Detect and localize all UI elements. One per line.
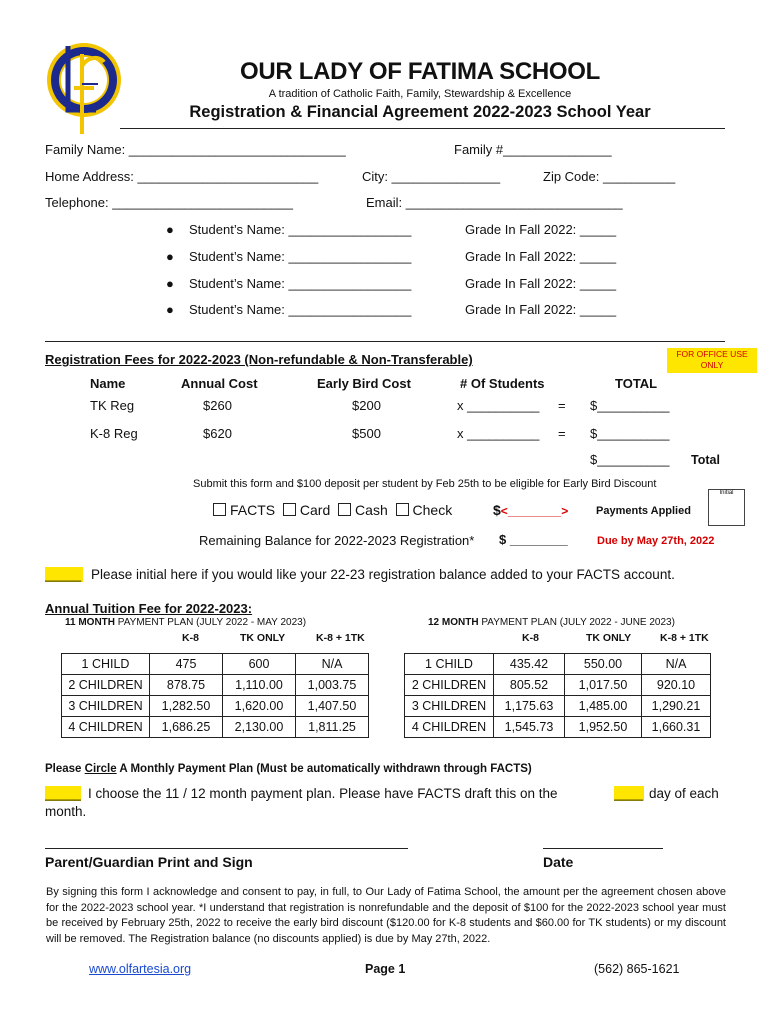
consent-paragraph: By signing this form I acknowledge and consent to pay, in full, to Our Lady of Fatima School, the amount per the agreement chosen above for the 2022-2023 school year. *I understand that registration is nonrefundable and the deposit of $100 for the 2022-2023 school year must be received by February 25th, 2022 to receive the early bird discount ($120.00 for K-8 students and $60.00 for TK students) or my discount will be removed. The Registration balance (no discounts applied) is due by May 27th, 2022. [46, 886, 726, 945]
plan12-header-k8tk: K-8 + 1TK [660, 632, 709, 644]
phone-number: (562) 865-1621 [594, 962, 680, 976]
payment-options [213, 502, 452, 518]
table-cell: 1,407.50 [296, 696, 369, 717]
form-subtitle: Registration & Financial Agreement 2022-2023 School Year [189, 103, 651, 121]
plan-choice-text: I choose the 11 / 12 month payment plan. Please have FACTS draft this on the [88, 786, 558, 801]
checkbox-icon [283, 503, 296, 516]
grand-total-label: Total [691, 453, 720, 467]
payments-applied-label: Payments Applied [596, 505, 691, 517]
k8-reg-equals: = [558, 426, 566, 441]
plan11-header-tk: TK ONLY [240, 632, 286, 644]
card-checkbox[interactable]: Card [283, 502, 330, 518]
tk-reg-annual: $260 [203, 398, 232, 413]
table-cell: 1,282.50 [150, 696, 223, 717]
website-link[interactable]: www.olfartesia.org [89, 962, 192, 976]
plan12-title: 12 MONTH PAYMENT PLAN (JULY 2022 - JUNE 2023) [428, 617, 675, 628]
signature-line[interactable] [45, 848, 408, 849]
plan12-header-k8: K-8 [522, 632, 539, 644]
table-row [405, 654, 711, 675]
table-cell: 1,003.75 [296, 675, 369, 696]
tk-reg-label: TK Reg [90, 398, 135, 413]
table-cell: 550.00 [565, 654, 642, 675]
table-cell: 805.52 [494, 675, 565, 696]
facts-checkbox[interactable]: FACTS [213, 502, 275, 518]
initial-label: Initial [719, 490, 734, 496]
table-cell: 1,811.25 [296, 717, 369, 738]
tuition-heading: Annual Tuition Fee for 2022-2023: [45, 601, 253, 616]
tk-reg-count-field[interactable]: x __________ [457, 398, 540, 413]
student-bullet: ● [166, 302, 174, 317]
facts-initial-field[interactable]: _____ [45, 567, 82, 582]
table-cell: 3 CHILDREN [405, 696, 494, 717]
due-date-note: Due by May 27th, 2022 [597, 535, 715, 547]
k8-reg-label: K-8 Reg [90, 426, 138, 441]
student-bullet: ● [166, 276, 174, 291]
k8-reg-annual: $620 [203, 426, 232, 441]
col-header-total: TOTAL [615, 376, 658, 391]
table-cell: 435.42 [494, 654, 565, 675]
table-cell: 1,660.31 [642, 717, 711, 738]
table-cell: 600 [223, 654, 296, 675]
plan12-header-tk: TK ONLY [586, 632, 632, 644]
table-cell: 1,686.25 [150, 717, 223, 738]
date-label: Date [543, 854, 574, 870]
table-cell: 1,952.50 [565, 717, 642, 738]
k8-reg-count-field[interactable]: x __________ [457, 426, 540, 441]
table-cell: 920.10 [642, 675, 711, 696]
k8-reg-early: $500 [352, 426, 381, 441]
table-cell: 2,130.00 [223, 717, 296, 738]
home-address-field[interactable]: Home Address: _________________________ [45, 169, 319, 184]
table-cell: 1,545.73 [494, 717, 565, 738]
school-title: OUR LADY OF FATIMA SCHOOL [239, 58, 601, 85]
table-cell: 1,110.00 [223, 675, 296, 696]
table-cell: 1,290.21 [642, 696, 711, 717]
table-cell: 1,485.00 [565, 696, 642, 717]
table-cell: 1,017.50 [565, 675, 642, 696]
student-grade-field[interactable]: Grade In Fall 2022: _____ [465, 276, 617, 291]
month-text: month. [45, 804, 87, 819]
deposit-note: Submit this form and $100 deposit per student by Feb 25th to be eligible for Early Bird Discount [193, 478, 657, 490]
tk-reg-total-field[interactable]: $__________ [590, 398, 670, 413]
table-row [405, 675, 711, 696]
registration-heading: Registration Fees for 2022-2023 (Non-refundable & Non-Transferable) [45, 352, 473, 367]
zip-code-field[interactable]: Zip Code: __________ [543, 169, 676, 184]
email-field[interactable]: Email: ______________________________ [366, 195, 623, 210]
col-header-early: Early Bird Cost [317, 376, 411, 391]
header-divider [120, 128, 725, 129]
table-cell: 475 [150, 654, 223, 675]
checkbox-icon [213, 503, 226, 516]
table-cell: 1 CHILD [62, 654, 150, 675]
payment-amount-field[interactable]: $<________> [493, 502, 569, 518]
plan11-header-k8tk: K-8 + 1TK [316, 632, 365, 644]
table-cell: 2 CHILDREN [62, 675, 150, 696]
page-number: Page 1 [365, 962, 406, 976]
student-bullet: ● [166, 249, 174, 264]
draft-day-field[interactable]: ____ [614, 786, 643, 801]
col-header-students: # Of Students [460, 376, 545, 391]
table-row [405, 696, 711, 717]
cash-checkbox[interactable]: Cash [338, 502, 388, 518]
table-cell: 2 CHILDREN [405, 675, 494, 696]
office-initial-box[interactable] [708, 489, 745, 526]
table-cell: 878.75 [150, 675, 223, 696]
checkbox-icon [396, 503, 409, 516]
table-cell: 3 CHILDREN [62, 696, 150, 717]
school-tagline: A tradition of Catholic Faith, Family, Stewardship & Excellence [268, 88, 572, 100]
family-name-field[interactable]: Family Name: ______________________________ [45, 142, 346, 157]
student-name-field[interactable]: Student’s Name: _________________ [189, 302, 412, 317]
facts-initial-note: Please initial here if you would like your 22-23 registration balance added to your FACTS account. [91, 567, 675, 582]
table-row [405, 717, 711, 738]
table-cell: 1,175.63 [494, 696, 565, 717]
plan11-title: 11 MONTH PAYMENT PLAN (JULY 2022 - MAY 2023) [65, 617, 307, 628]
checkbox-icon [338, 503, 351, 516]
day-of-each-text: day of each [649, 786, 719, 801]
tuition-table-11-month [61, 653, 369, 738]
parent-sign-label: Parent/Guardian Print and Sign [45, 854, 253, 870]
col-header-annual: Annual Cost [181, 376, 258, 391]
tuition-table-12-month [404, 653, 711, 738]
family-number-field[interactable]: Family #_______________ [454, 142, 612, 157]
office-use-badge: FOR OFFICE USE ONLY [667, 348, 757, 373]
table-cell: N/A [642, 654, 711, 675]
date-line[interactable] [543, 848, 663, 849]
student-name-field[interactable]: Student’s Name: _________________ [189, 249, 412, 264]
table-cell: 1 CHILD [405, 654, 494, 675]
student-grade-field[interactable]: Grade In Fall 2022: _____ [465, 302, 617, 317]
plan11-header-k8: K-8 [182, 632, 199, 644]
table-row [62, 696, 369, 717]
plan-initial-field[interactable]: _____ [45, 786, 81, 801]
telephone-field[interactable]: Telephone: _________________________ [45, 195, 293, 210]
table-row [62, 717, 369, 738]
table-row [62, 654, 369, 675]
tk-reg-equals: = [558, 398, 566, 413]
table-cell: N/A [296, 654, 369, 675]
student-grade-field[interactable]: Grade In Fall 2022: _____ [465, 249, 617, 264]
remaining-balance-field[interactable]: $ ________ [499, 532, 568, 547]
student-bullet: ● [166, 222, 174, 237]
table-row [62, 675, 369, 696]
students-divider [45, 341, 725, 342]
remaining-balance-label: Remaining Balance for 2022-2023 Registration* [199, 533, 475, 548]
table-cell: 4 CHILDREN [62, 717, 150, 738]
k8-reg-total-field[interactable]: $__________ [590, 426, 670, 441]
col-header-name: Name [90, 376, 126, 391]
student-grade-field[interactable]: Grade In Fall 2022: _____ [465, 222, 617, 237]
student-name-field[interactable]: Student’s Name: _________________ [189, 276, 412, 291]
tk-reg-early: $200 [352, 398, 381, 413]
table-cell: 4 CHILDREN [405, 717, 494, 738]
city-field[interactable]: City: _______________ [362, 169, 501, 184]
check-checkbox[interactable]: Check [396, 502, 453, 518]
table-cell: 1,620.00 [223, 696, 296, 717]
student-name-field[interactable]: Student’s Name: _________________ [189, 222, 412, 237]
grand-total-field[interactable]: $__________ [590, 452, 670, 467]
circle-plan-instruction: Please Circle A Monthly Payment Plan (Must be automatically withdrawn through FACTS) [45, 763, 532, 775]
